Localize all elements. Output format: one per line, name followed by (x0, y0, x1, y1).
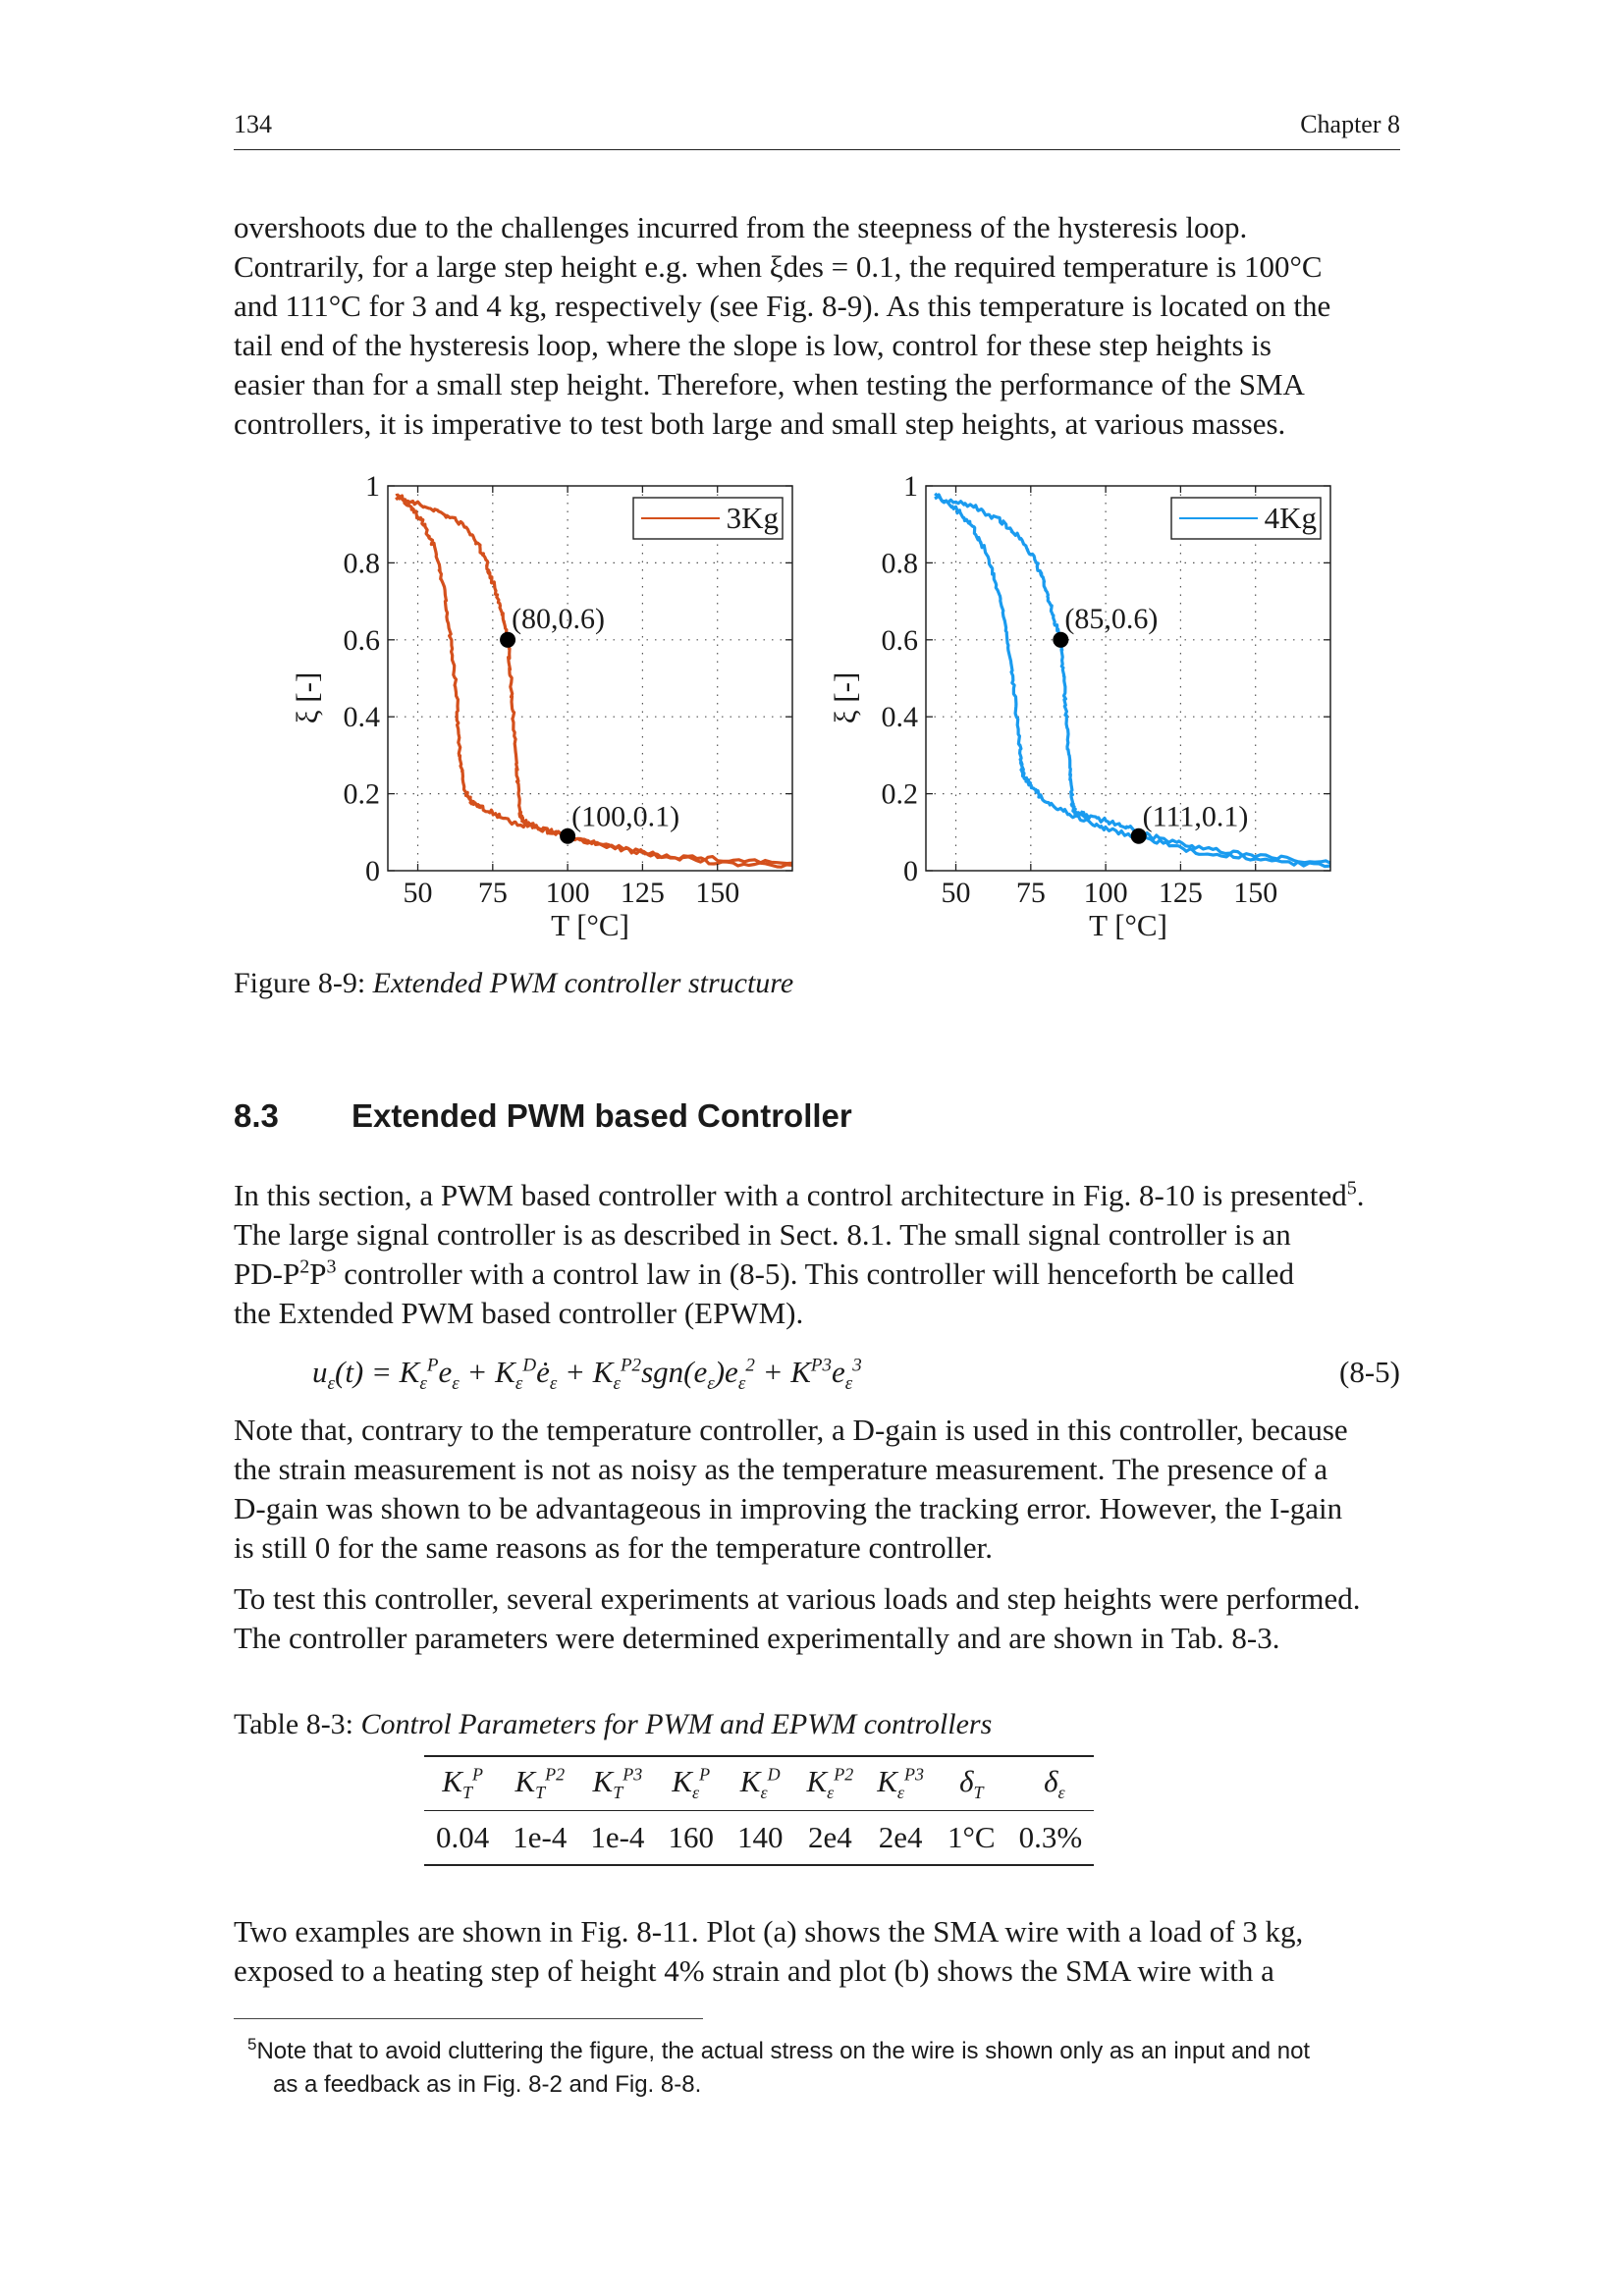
footnote-marker: 5 (247, 2035, 257, 2054)
table-header-row (424, 1756, 1094, 1811)
table-cell: 1°C (936, 1811, 1007, 1866)
text-line: $PD-P^2P^3$ controller with a control law in (8-5). This controller will henceforth be called (234, 1255, 1295, 1291)
hysteresis-chart-4kg (823, 461, 1353, 952)
section-number: 8.3 (234, 1097, 279, 1134)
y-tick-label: 1 (903, 470, 918, 503)
header-cell: $K_\varepsilon^{P2}$ (794, 1756, 865, 1811)
annotation-label: (111,0.1) (1142, 800, 1249, 833)
x-axis-label: T [°C] (1089, 908, 1167, 942)
legend-label: 3Kg (726, 501, 779, 535)
text-line: tail end of the hysteresis loop, where the slope is low, control for these step heights is (234, 328, 1272, 362)
header-cell: $K_T^{P3}$ (578, 1756, 656, 1811)
table-cell: 160 (656, 1811, 726, 1866)
figure-caption (234, 967, 793, 1000)
x-tick-label: 75 (477, 877, 508, 909)
table-cell: 140 (726, 1811, 795, 1866)
y-tick-label: 0.2 (343, 777, 380, 811)
table-caption-label: Table 8-3: (234, 1708, 354, 1740)
y-axis-label: ξ [-] (290, 671, 324, 724)
text-line: exposed to a heating step of height 4% strain and plot (b) shows the SMA wire with a (234, 1953, 1274, 1988)
x-tick-label: 100 (545, 877, 590, 909)
x-tick-label: 125 (1158, 877, 1203, 909)
series-line-heating (935, 497, 1330, 863)
text-line: In this section, a PWM based controller with a control architecture in Fig. 8-10 is presented$^5$. (234, 1177, 1365, 1212)
table-caption-text: Control Parameters for PWM and EPWM controllers (360, 1708, 993, 1740)
x-tick-label: 100 (1083, 877, 1128, 909)
table-cell: 2e4 (865, 1811, 936, 1866)
table-row (424, 1811, 1094, 1866)
x-tick-label: 75 (1015, 877, 1046, 909)
footnote (247, 2028, 1400, 2102)
chapter-label: Chapter 8 (1300, 110, 1400, 138)
equation-number: (8-5) (1339, 1355, 1400, 1389)
text-line: Note that, contrary to the temperature controller, a D-gain is used in this controller, because (234, 1413, 1348, 1447)
hysteresis-chart-3kg (285, 461, 815, 952)
y-tick-label: 0 (365, 855, 380, 887)
header-cell: $K_\varepsilon^P$ (656, 1756, 726, 1811)
text-line: Two examples are shown in Fig. 8-11. Plot (a) shows the SMA wire with a load of 3 kg, (234, 1914, 1304, 1949)
x-axis-label: T [°C] (551, 908, 629, 942)
equation-8-5: $u_\varepsilon(t) = K_\varepsilon^Pe_\varepsilon$ + $K_\varepsilon^Dė_\varepsilon + K_\varepsilon^{P2}sgn(e_\varepsilon)e_\varepsilon^2 + K^{P3}e_\varepsilon^3$ (312, 1355, 862, 1395)
footnote-line: as a feedback as in Fig. 8-2 and Fig. 8-8. (273, 2071, 702, 2098)
text-line: the strain measurement is not as noisy as the temperature measurement. The presence of a (234, 1452, 1328, 1486)
x-tick-label: 125 (620, 877, 665, 909)
footnote-rule (234, 2018, 703, 2019)
y-tick-label: 0.4 (343, 701, 380, 734)
text-line: To test this controller, several experiments at various loads and step heights were performed. (234, 1581, 1361, 1616)
header-cell: $K_\varepsilon^{P3}$ (865, 1756, 936, 1811)
note-paragraph (234, 1411, 1400, 1568)
section-title: Extended PWM based Controller (352, 1097, 852, 1134)
text-line: the Extended PWM based controller (EPWM). (234, 1296, 804, 1330)
y-tick-label: 0.6 (343, 623, 380, 657)
figure-caption-label: Figure 8-9: (234, 967, 366, 999)
y-tick-label: 0.8 (343, 547, 380, 580)
examples-paragraph (234, 1912, 1400, 1991)
x-tick-label: 150 (695, 877, 740, 909)
annotation-label: (85,0.6) (1064, 602, 1159, 635)
text-line: and 111°C for 3 and 4 kg, respectively (see Fig. 8-9). As this temperature is located on the (234, 289, 1331, 323)
parameters-table (424, 1755, 1094, 1866)
section-heading (234, 1097, 852, 1135)
section-paragraph (234, 1176, 1400, 1333)
x-tick-label: 150 (1233, 877, 1278, 909)
x-tick-label: 50 (941, 877, 971, 909)
y-tick-label: 0.2 (881, 777, 918, 811)
table-cell: 1e-4 (578, 1811, 656, 1866)
figure-caption-text: Extended PWM controller structure (372, 967, 794, 999)
y-tick-label: 0.6 (881, 623, 918, 657)
table-caption (234, 1708, 992, 1741)
page-header (234, 110, 1400, 150)
text-line: overshoots due to the challenges incurred from the steepness of the hysteresis loop. (234, 210, 1248, 244)
legend-label: 4Kg (1264, 501, 1317, 535)
y-tick-label: 1 (365, 470, 380, 503)
page-number: 134 (234, 110, 272, 138)
annotation-label: (100,0.1) (571, 800, 680, 833)
y-tick-label: 0.4 (881, 701, 918, 734)
x-tick-label: 50 (403, 877, 433, 909)
footnote-ref[interactable]: 5 (1346, 1177, 1357, 1200)
text-line: is still 0 for the same reasons as for the temperature controller. (234, 1530, 994, 1565)
text-line: easier than for a small step height. Therefore, when testing the performance of the SMA (234, 367, 1305, 401)
text-line: controllers, it is imperative to test both large and small step heights, at various masses. (234, 406, 1286, 441)
parameters-table-wrap (424, 1755, 1094, 1866)
y-axis-label: ξ [-] (828, 671, 862, 724)
table-cell: 0.3% (1007, 1811, 1095, 1866)
y-tick-label: 0 (903, 855, 918, 887)
header-cell: $\delta_T$ (936, 1756, 1007, 1811)
annotation-label: (80,0.6) (512, 602, 606, 635)
intro-paragraph (234, 208, 1400, 444)
text-line: The large signal controller is as described in Sect. 8.1. The small signal controller is an (234, 1217, 1291, 1252)
text-line: The controller parameters were determined experimentally and are shown in Tab. 8-3. (234, 1621, 1280, 1655)
table-cell: 2e4 (794, 1811, 865, 1866)
header-cell: $K_\varepsilon^D$ (726, 1756, 795, 1811)
header-cell: $K_T^{P2}$ (501, 1756, 578, 1811)
y-tick-label: 0.8 (881, 547, 918, 580)
header-cell: $K_T^P$ (424, 1756, 501, 1811)
plot-frame (926, 486, 1330, 871)
header-cell: $\delta_\varepsilon$ (1007, 1756, 1095, 1811)
table-cell: 0.04 (424, 1811, 501, 1866)
series-line-cooling (935, 494, 1329, 867)
table-cell: 1e-4 (501, 1811, 578, 1866)
footnote-line: Note that to avoid cluttering the figure, the actual stress on the wire is shown only as an input and not (256, 2038, 1311, 2064)
text-line: Contrarily, for a large step height e.g. when ξdes = 0.1, the required temperature is 100°C (234, 249, 1323, 284)
test-paragraph (234, 1579, 1400, 1658)
text-line: D-gain was shown to be advantageous in improving the tracking error. However, the I-gain (234, 1491, 1343, 1525)
